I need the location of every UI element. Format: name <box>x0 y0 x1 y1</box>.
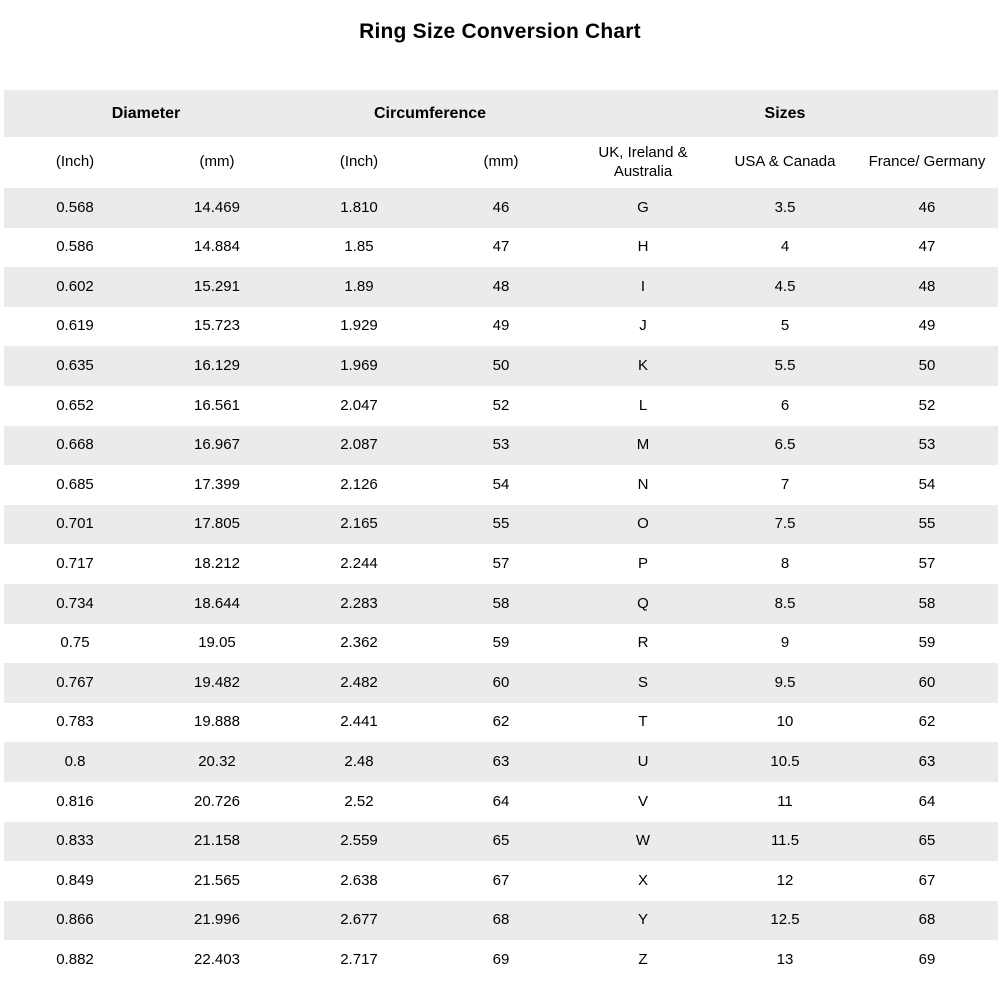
table-cell: 9.5 <box>774 673 796 691</box>
table-cell: 16.129 <box>194 357 240 375</box>
table-cell: 52 <box>918 396 936 414</box>
table-cell: 58 <box>918 594 936 612</box>
table-row <box>4 861 998 901</box>
column-header-1: (mm) <box>199 153 235 171</box>
table-cell: L <box>638 396 648 414</box>
table-row <box>4 346 998 386</box>
table-cell: 58 <box>492 594 510 612</box>
table-cell: 57 <box>492 554 510 572</box>
table-cell: 69 <box>918 950 936 968</box>
table-row <box>4 307 998 347</box>
table-cell: 46 <box>492 198 510 216</box>
table-cell: 1.810 <box>340 198 378 216</box>
table-cell: 0.602 <box>56 277 94 295</box>
table-cell: 0.816 <box>56 792 94 810</box>
table-row <box>4 742 998 782</box>
table-cell: 54 <box>918 475 936 493</box>
table-cell: P <box>637 554 648 572</box>
table-cell: 62 <box>918 713 936 731</box>
table-cell: 8.5 <box>774 594 796 612</box>
table-cell: 63 <box>918 752 936 770</box>
table-cell: 10.5 <box>770 752 800 770</box>
table-cell: 0.701 <box>56 515 94 533</box>
table-cell: Z <box>638 950 648 968</box>
table-cell: 3.5 <box>774 198 796 216</box>
group-header-sizes: Sizes <box>764 104 806 122</box>
table-body <box>4 188 998 980</box>
table-cell: 15.291 <box>194 277 240 295</box>
table-cell: 0.734 <box>56 594 94 612</box>
column-header-row <box>4 137 998 188</box>
table-cell: 49 <box>492 317 510 335</box>
table-cell: 4.5 <box>774 277 796 295</box>
table-cell: 15.723 <box>194 317 240 335</box>
table-cell: 50 <box>492 357 510 375</box>
table-cell: 21.565 <box>194 871 240 889</box>
table-cell: K <box>637 357 648 375</box>
table-cell: 13 <box>776 950 794 968</box>
table-cell: 6.5 <box>774 436 796 454</box>
table-cell: 1.969 <box>340 357 378 375</box>
table-cell: J <box>639 317 647 335</box>
table-cell: 49 <box>918 317 936 335</box>
table-row <box>4 624 998 664</box>
table-row <box>4 782 998 822</box>
table-cell: 5.5 <box>774 357 796 375</box>
table-cell: 8 <box>780 554 790 572</box>
table-cell: 2.283 <box>340 594 378 612</box>
table-cell: 53 <box>918 436 936 454</box>
table-cell: 12.5 <box>770 911 800 929</box>
table-cell: M <box>636 436 650 454</box>
table-cell: 2.559 <box>340 832 378 850</box>
table-cell: 0.833 <box>56 832 94 850</box>
page-title: Ring Size Conversion Chart <box>359 20 641 43</box>
table-cell: 47 <box>918 238 936 256</box>
table-cell: 57 <box>918 554 936 572</box>
table-cell: 67 <box>918 871 936 889</box>
table-cell: 53 <box>492 436 510 454</box>
table-cell: 22.403 <box>194 950 240 968</box>
table-row <box>4 188 998 228</box>
table-cell: 2.482 <box>340 673 378 691</box>
table-row <box>4 584 998 624</box>
group-header-circumference: Circumference <box>373 104 487 122</box>
column-header-2: (Inch) <box>339 153 379 171</box>
ring-size-conversion-table <box>4 90 998 980</box>
table-cell: 2.717 <box>340 950 378 968</box>
table-cell: 1.85 <box>344 238 374 256</box>
table-row <box>4 703 998 743</box>
table-cell: H <box>637 238 649 256</box>
table-cell: 55 <box>918 515 936 533</box>
table-cell: 0.717 <box>56 554 94 572</box>
table-cell: W <box>635 832 651 850</box>
table-cell: 54 <box>492 475 510 493</box>
table-cell: 18.212 <box>194 554 240 572</box>
table-row <box>4 505 998 545</box>
table-cell: 0.882 <box>56 950 94 968</box>
table-cell: X <box>637 871 648 889</box>
table-cell: R <box>637 634 649 652</box>
table-row <box>4 228 998 268</box>
table-cell: 68 <box>918 911 936 929</box>
table-cell: 0.783 <box>56 713 94 731</box>
table-cell: G <box>637 198 649 216</box>
table-cell: I <box>640 277 646 295</box>
table-cell: 4 <box>780 238 790 256</box>
table-cell: 6 <box>780 396 790 414</box>
table-cell: Y <box>637 911 648 929</box>
table-cell: 50 <box>918 357 936 375</box>
table-row <box>4 663 998 703</box>
table-cell: 17.805 <box>194 515 240 533</box>
table-cell: 47 <box>492 238 510 256</box>
table-row <box>4 544 998 584</box>
table-cell: S <box>637 673 648 691</box>
table-cell: 2.48 <box>344 752 374 770</box>
column-header-0: (Inch) <box>55 153 95 171</box>
table-cell: 60 <box>918 673 936 691</box>
table-cell: 11.5 <box>770 832 800 850</box>
table-cell: 2.362 <box>340 634 378 652</box>
table-cell: 0.767 <box>56 673 94 691</box>
table-cell: 14.884 <box>194 238 240 256</box>
table-row <box>4 426 998 466</box>
table-cell: 62 <box>492 713 510 731</box>
table-cell: 64 <box>918 792 936 810</box>
table-cell: 2.677 <box>340 911 378 929</box>
table-cell: 0.652 <box>56 396 94 414</box>
column-header-4: UK, Ireland & Australia <box>598 144 688 180</box>
column-header-6: France/ Germany <box>868 153 986 171</box>
table-cell: 16.967 <box>194 436 240 454</box>
table-cell: 2.165 <box>340 515 378 533</box>
table-cell: 55 <box>492 515 510 533</box>
table-cell: 21.996 <box>194 911 240 929</box>
table-cell: 64 <box>492 792 510 810</box>
table-cell: 14.469 <box>194 198 240 216</box>
table-cell: 2.047 <box>340 396 378 414</box>
table-cell: 1.89 <box>344 277 374 295</box>
table-cell: 0.849 <box>56 871 94 889</box>
group-header-row <box>4 90 998 137</box>
table-cell: 0.685 <box>56 475 94 493</box>
table-cell: 19.05 <box>198 634 236 652</box>
table-cell: 7 <box>780 475 790 493</box>
table-cell: 2.52 <box>344 792 374 810</box>
table-cell: 20.726 <box>194 792 240 810</box>
table-cell: V <box>637 792 648 810</box>
table-cell: 60 <box>492 673 510 691</box>
table-cell: 0.75 <box>60 634 90 652</box>
table-cell: 2.638 <box>340 871 378 889</box>
table-cell: 2.126 <box>340 475 378 493</box>
table-cell: 65 <box>492 832 510 850</box>
table-cell: 0.668 <box>56 436 94 454</box>
table-cell: 52 <box>492 396 510 414</box>
table-cell: U <box>637 752 649 770</box>
table-cell: 63 <box>492 752 510 770</box>
table-cell: 5 <box>780 317 790 335</box>
table-cell: 10 <box>776 713 794 731</box>
table-cell: 19.888 <box>194 713 240 731</box>
table-cell: 0.568 <box>56 198 94 216</box>
table-row <box>4 267 998 307</box>
table-cell: 0.866 <box>56 911 94 929</box>
table-cell: 18.644 <box>194 594 240 612</box>
table-row <box>4 901 998 941</box>
column-header-5: USA & Canada <box>734 153 836 171</box>
table-row <box>4 386 998 426</box>
table-cell: 11 <box>777 792 793 810</box>
table-cell: 2.244 <box>340 554 378 572</box>
table-cell: 2.441 <box>340 713 378 731</box>
table-cell: 21.158 <box>194 832 240 850</box>
group-header-diameter: Diameter <box>111 104 181 122</box>
table-cell: O <box>637 515 649 533</box>
table-cell: 2.087 <box>340 436 378 454</box>
table-cell: 0.586 <box>56 238 94 256</box>
table-cell: 1.929 <box>340 317 378 335</box>
table-cell: 20.32 <box>198 752 236 770</box>
table-row <box>4 465 998 505</box>
table-cell: 59 <box>492 634 510 652</box>
table-cell: 17.399 <box>194 475 240 493</box>
table-cell: 67 <box>492 871 510 889</box>
table-cell: 9 <box>780 634 790 652</box>
table-cell: 12 <box>776 871 794 889</box>
table-cell: Q <box>637 594 649 612</box>
table-cell: 0.619 <box>56 317 94 335</box>
table-cell: 46 <box>918 198 936 216</box>
table-cell: 48 <box>918 277 936 295</box>
table-row <box>4 940 998 980</box>
table-cell: 69 <box>492 950 510 968</box>
table-cell: 68 <box>492 911 510 929</box>
table-cell: 59 <box>918 634 936 652</box>
table-cell: 19.482 <box>194 673 240 691</box>
table-cell: T <box>638 713 648 731</box>
column-header-3: (mm) <box>483 153 519 171</box>
table-row <box>4 822 998 862</box>
table-cell: N <box>637 475 649 493</box>
table-cell: 7.5 <box>774 515 796 533</box>
table-cell: 48 <box>492 277 510 295</box>
table-cell: 0.635 <box>56 357 94 375</box>
table-cell: 16.561 <box>194 396 240 414</box>
table-cell: 65 <box>918 832 936 850</box>
table-cell: 0.8 <box>64 752 86 770</box>
